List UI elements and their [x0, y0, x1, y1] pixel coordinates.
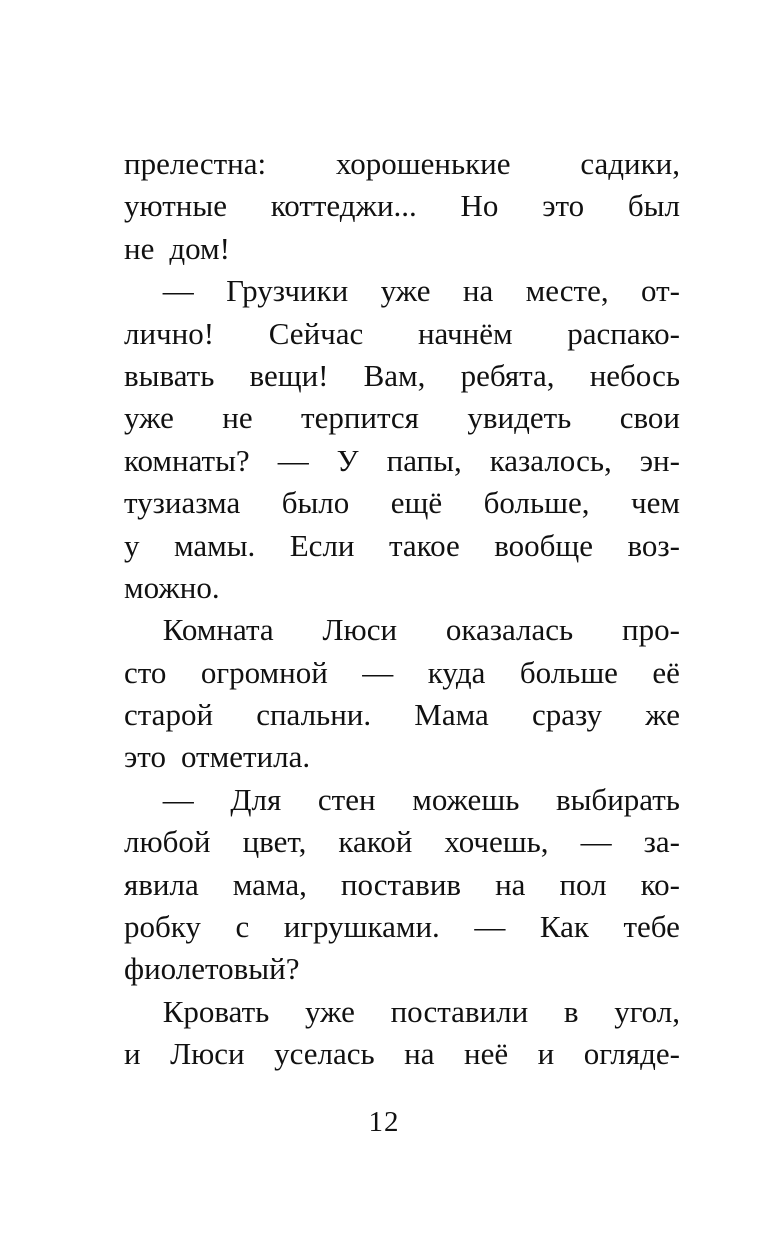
word: на [404, 1036, 435, 1072]
word: про- [622, 612, 680, 648]
page-number: 12 [368, 1106, 400, 1138]
word: огромной [200, 654, 328, 690]
text-line [124, 270, 680, 312]
word: лично! [124, 315, 215, 351]
word: уже [124, 400, 174, 436]
word: же [645, 697, 680, 733]
text-line [124, 143, 680, 185]
word: с [235, 909, 250, 945]
word: от- [641, 273, 680, 309]
word: Грузчики [226, 273, 349, 309]
word: огляде- [583, 1036, 680, 1072]
paragraph [124, 779, 680, 991]
text-line [124, 652, 680, 694]
word: прелестна: [124, 146, 267, 181]
text-line [124, 313, 680, 355]
word: увидеть [467, 400, 572, 436]
word: Мама [414, 697, 489, 733]
paragraph [124, 991, 680, 1076]
word: на [495, 866, 526, 902]
paragraph [124, 143, 680, 270]
word: небось [589, 357, 680, 393]
word: сразу [531, 697, 603, 733]
word: был [627, 188, 680, 224]
word: садики, [580, 146, 680, 181]
word: не [124, 230, 155, 266]
body-text [124, 143, 680, 1076]
text-line [124, 779, 680, 821]
word: не [222, 400, 253, 436]
text-line [124, 906, 680, 948]
word: уютные [124, 188, 227, 224]
word: уже [305, 993, 355, 1029]
word: куда [427, 654, 486, 690]
word: такое [388, 527, 460, 563]
word: — [580, 824, 612, 860]
word: воз- [627, 527, 680, 563]
word: вещи! [249, 357, 329, 393]
word: явила [124, 866, 199, 902]
word: стен [317, 781, 376, 817]
word: её [652, 654, 680, 690]
word: какой [338, 824, 413, 860]
text-line [124, 991, 680, 1033]
word: казалось, [489, 442, 612, 478]
word: У [336, 442, 359, 478]
word: цвет, [242, 824, 307, 860]
word: больше [519, 654, 618, 690]
word: и [124, 1036, 141, 1072]
word: распако- [567, 315, 680, 351]
word: — [474, 909, 506, 945]
word: Вам, [363, 357, 426, 393]
word: за- [643, 824, 680, 860]
word: угол, [614, 993, 680, 1029]
word: Для [230, 781, 282, 817]
word: эн- [639, 442, 680, 478]
word: мама, [232, 866, 307, 902]
word: месте, [525, 273, 609, 309]
word: Но [460, 188, 499, 224]
text-line [124, 525, 680, 567]
word: на [462, 273, 494, 309]
word: поставили [390, 993, 529, 1029]
word: больше, [483, 485, 590, 521]
word: это [124, 739, 166, 775]
word: Люси [170, 1036, 245, 1072]
word: коттеджи... [270, 188, 417, 224]
word: Комната [124, 612, 274, 648]
word: хочешь, [444, 824, 549, 860]
word: отметила. [180, 739, 311, 775]
word: тузиазма [124, 485, 241, 521]
word: папы, [386, 442, 462, 478]
word: поставив [340, 866, 462, 902]
word: и [537, 1036, 555, 1072]
word: у [124, 527, 140, 563]
word: любой [124, 824, 211, 860]
word: выбирать [555, 781, 680, 817]
text-line [124, 736, 680, 778]
text-line [124, 694, 680, 736]
text-line [124, 355, 680, 397]
text-line [124, 821, 680, 863]
word: вывать [124, 357, 215, 393]
word: можешь [412, 781, 520, 817]
word: было [281, 485, 350, 521]
word: вообще [494, 527, 594, 563]
paragraph [124, 609, 680, 779]
word: оказалась [445, 612, 574, 648]
word: мамы. [173, 527, 256, 563]
word: уже [380, 273, 431, 309]
word: ещё [390, 485, 443, 521]
word: Кровать [124, 993, 270, 1029]
word: Если [289, 527, 355, 563]
paragraph [124, 270, 680, 609]
word: фиолетовый? [124, 951, 300, 987]
word: спальни. [256, 697, 372, 733]
text-line [124, 948, 680, 990]
word: — [362, 654, 394, 690]
word: это [542, 188, 585, 224]
text-line [124, 1033, 680, 1075]
word: Сейчас [268, 315, 364, 351]
word: терпится [301, 400, 419, 436]
word: — [277, 442, 309, 478]
word: Как [539, 909, 589, 945]
word: тебе [623, 909, 680, 945]
text-line [124, 864, 680, 906]
text-line [124, 397, 680, 439]
word: пол [559, 866, 607, 902]
word: комнаты? [124, 442, 250, 478]
word: Люси [322, 612, 398, 648]
word: — [124, 273, 194, 309]
word: можно. [124, 569, 220, 605]
word: хорошенькие [335, 146, 511, 181]
word: старой [124, 697, 214, 733]
word: свои [619, 400, 680, 436]
word: начнём [417, 315, 513, 351]
text-line [124, 482, 680, 524]
word: неё [464, 1036, 509, 1072]
text-line [124, 228, 680, 270]
word: — [124, 781, 194, 817]
word: ребята, [460, 357, 555, 393]
word: игрушками. [283, 909, 440, 945]
word: чем [630, 485, 680, 521]
text-line [124, 609, 680, 651]
word: ко- [640, 866, 680, 902]
word: уселась [274, 1036, 375, 1072]
word: дом! [169, 230, 230, 266]
text-line [124, 440, 680, 482]
text-line [124, 567, 680, 609]
word: в [563, 993, 579, 1029]
word: робку [124, 909, 201, 945]
text-line [124, 185, 680, 227]
word: сто [124, 654, 167, 690]
